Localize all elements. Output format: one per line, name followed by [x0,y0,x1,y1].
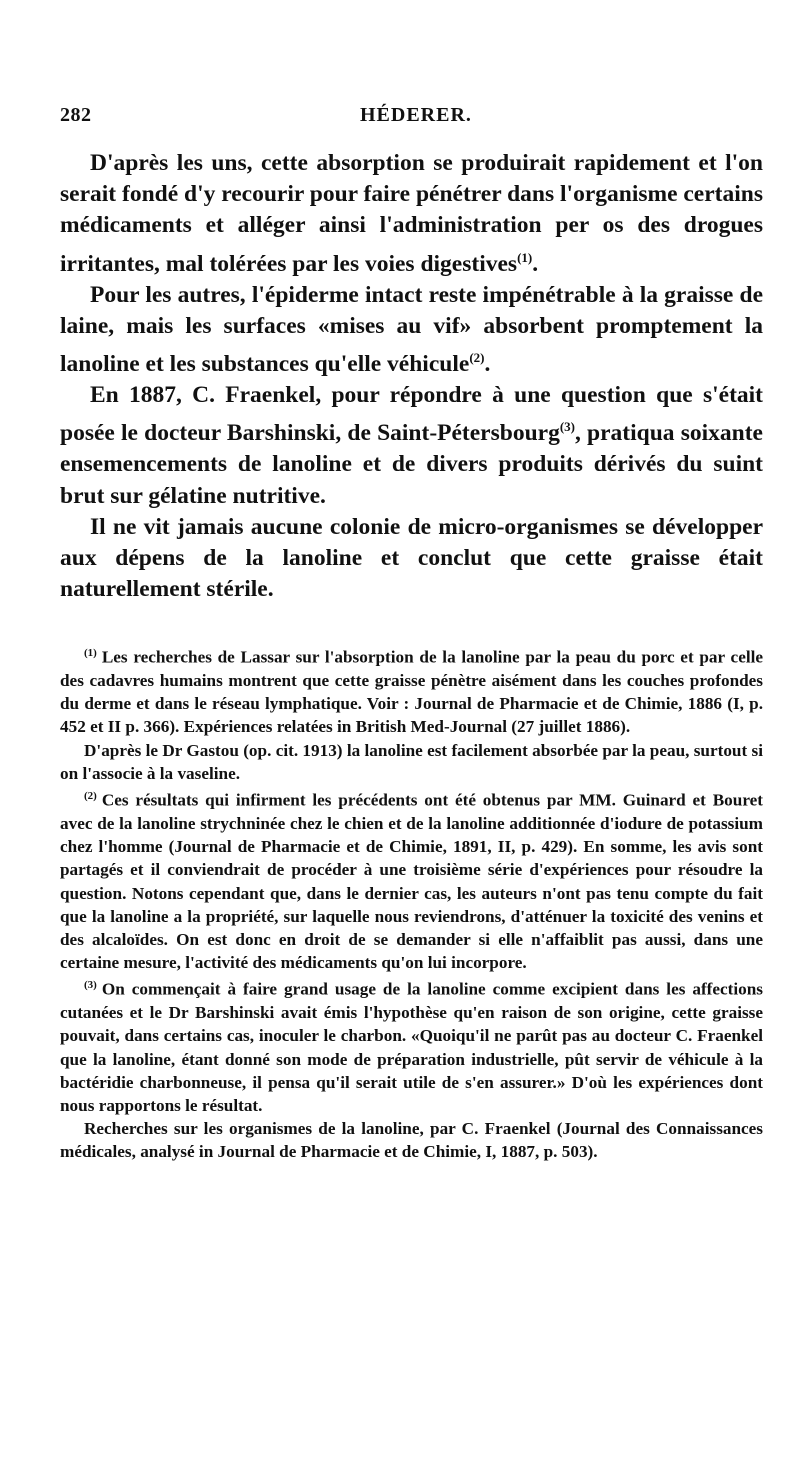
running-title: HÉDERER. [360,104,472,126]
footnote-text: D'après le Dr Gastou (op. cit. 1913) la lanoline est facilement absorbée par la peau, surtout si on l'associe à la vaseline. [60,740,763,783]
paragraph: En 1887, C. Fraenkel, pour répondre à une question que s'était posée le docteur Barshinski, de Saint-Pétersbourg$^{(3)}$, pratiqua soixante ensemencements de lanoline et de divers produits dérivés du suint brut sur gélatine nutritive. [60,382,763,509]
footnote [60,1117,763,1163]
footnote-text: Les recherches de Lassar sur l'absorption de la lanoline par la peau du porc et par celle des cadavres humains montrent que cette graisse pénètre aisément dans les couches profondes du derme et dans le réseau lymphatique. Voir : Journal de Pharmacie et de Chimie, 1886 (I, p. 452 et II p. 366). Expériences relatées in British Med-Journal (27 juillet 1886). [60,647,763,737]
footnote [60,785,763,974]
paragraph: Pour les autres, l'épiderme intact reste impénétrable à la graisse de laine, mais les surfaces «mises au vif» absorbent promptement la lanoline et les substances qu'elle véhicule$^{(2)}$. [60,281,763,377]
footnote-text: Ces résultats qui infirment les précédents ont été obtenus par MM. Guinard et Bouret avec de la lanoline strychninée chez le chien et de la lanoline additionnée d'iodure de potassium chez l'homme (Journal de Pharmacie et de Chimie, 1891, II, p. 429). En somme, les avis sont partagés et il conviendrait de procéder à une troisième série d'expériences pour résoudre la question. Notons cependant que, dans le dernier cas, les auteurs n'ont pas tenu compte du fait que la lanoline a la propriété, sur laquelle nous reviendrons, d'atténuer la toxicité des venins et des alcaloïdes. On est donc en droit de se demander si elle n'affaiblit pas aussi, dans une certaine mesure, l'activité des médicaments qu'on lui incorpore. [60,790,763,973]
footnote-label: (3) [84,979,97,992]
footnote [60,739,763,785]
footnote [60,642,763,739]
page-number: 282 [60,104,92,126]
footnote-ref: (1) [517,249,533,265]
footnote-label: (1) [84,647,97,659]
paragraph: Il ne vit jamais aucune colonie de micro-organismes se développer aux dépens de la lanoline et conclut que cette graisse était naturellement stérile. [60,513,763,603]
footnote-text: On commençait à faire grand usage de la lanoline comme excipient dans les affections cutanées et le Dr Barshinski avait émis l'hypothèse qu'en raison de son origine, cette graisse pouvait, dans certains cas, inoculer le charbon. «Quoiqu'il ne parût pas au docteur C. Fraenkel que la lanoline, étant donné son mode de préparation industrielle, pût servir de véhicule à la bactéridie charbonneuse, il pensa qu'il serait utile de s'en assurer.» D'où les expériences dont nous rapportons le résultat. [60,980,763,1116]
footnote-ref: (3) [559,419,575,435]
main-text [60,148,763,605]
footnote-ref: (2) [469,350,485,366]
page-header [60,104,740,134]
footnote [60,974,763,1117]
footnotes [60,642,763,1164]
footnote-label: (2) [84,789,97,802]
footnote-text: Recherches sur les organismes de la lanoline, par C. Fraenkel (Journal des Connaissances médicales, analysé in Journal de Pharmacie et de Chimie, I, 1887, p. 503). [60,1119,763,1162]
paragraph: D'après les uns, cette absorption se produirait rapidement et l'on serait fondé d'y recourir pour faire pénétrer dans l'organisme certains médicaments et alléger ainsi l'administration per os des drogues irritantes, mal tolérées par les voies digestives$^{(1)}$. [60,150,763,277]
